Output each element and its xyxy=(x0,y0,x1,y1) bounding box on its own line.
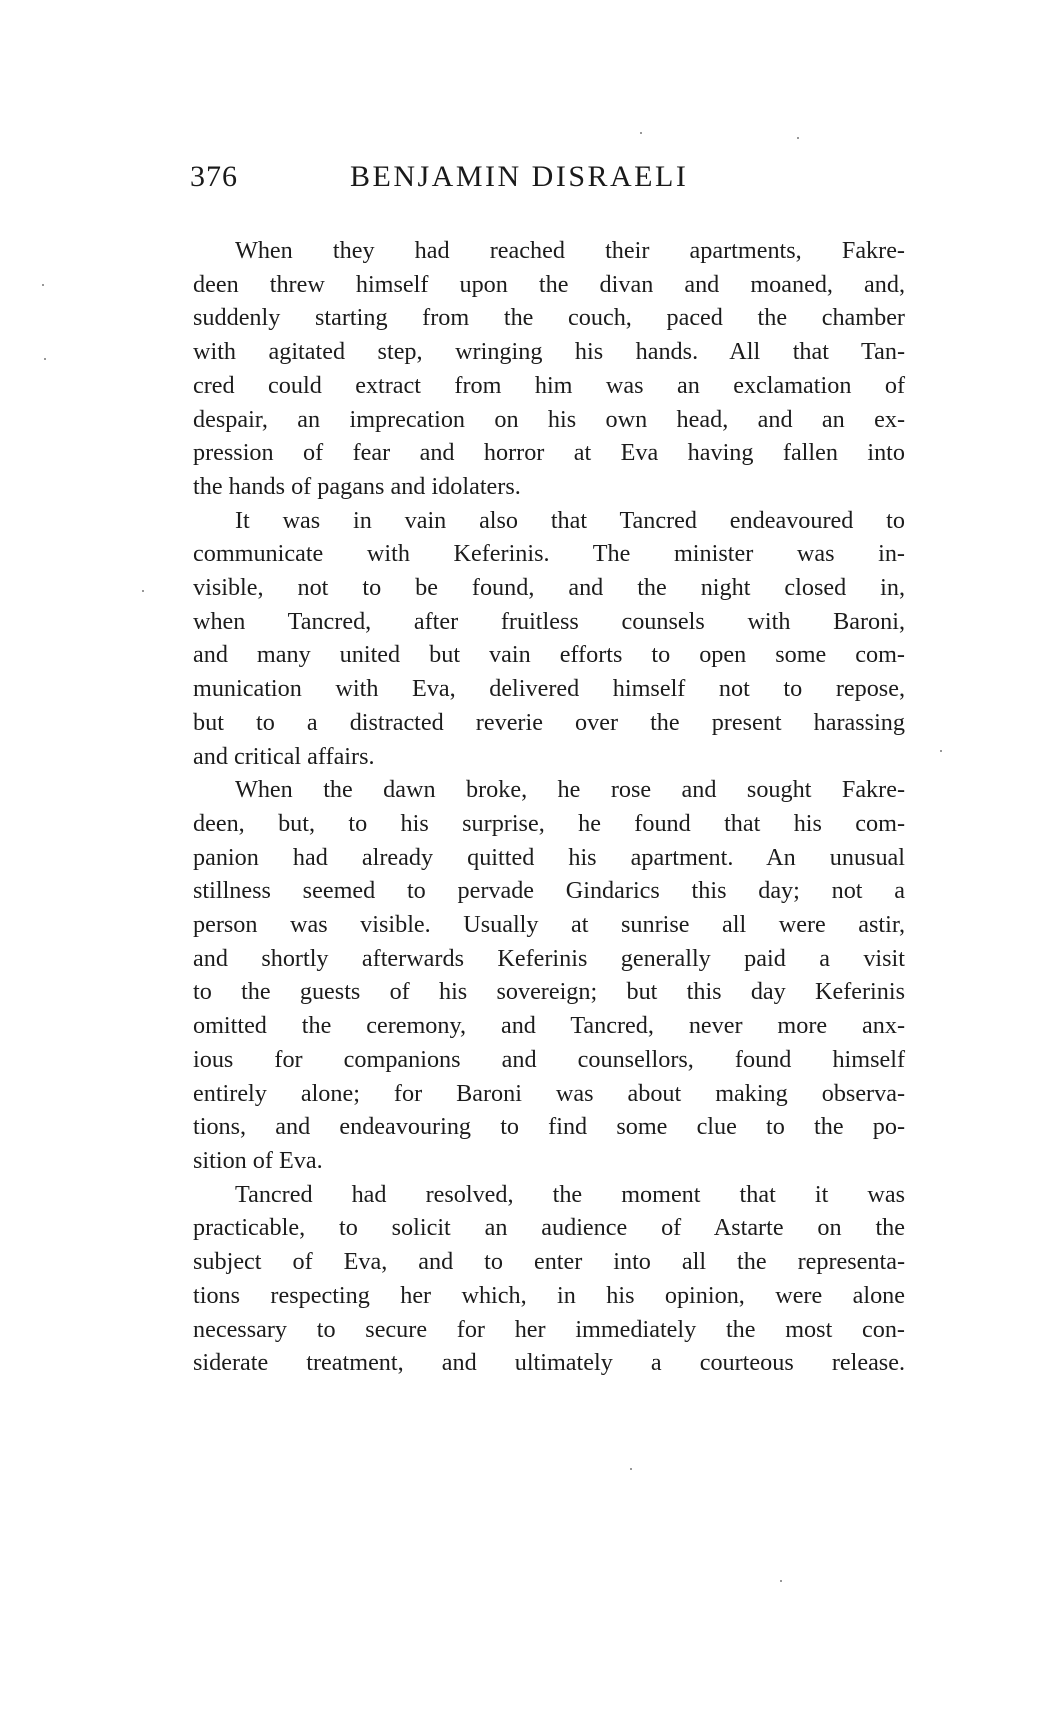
text-line: deen threw himself upon the divan and moaned, and, xyxy=(193,270,905,298)
text-line: omitted the ceremony, and Tancred, never more anx- xyxy=(193,1012,905,1040)
text-line: sition of Eva. xyxy=(193,1146,323,1174)
paragraph-1 xyxy=(193,234,905,504)
text-line: suddenly starting from the couch, paced the chamber xyxy=(193,304,905,332)
scan-speck xyxy=(630,1468,632,1470)
text-line: and critical affairs. xyxy=(193,742,375,770)
text-line: and shortly afterwards Keferinis generally paid a visit xyxy=(193,944,905,972)
text-line: deen, but, to his surprise, he found that his com- xyxy=(193,809,905,837)
scan-speck xyxy=(780,1580,782,1582)
text-line: When they had reached their apartments, Fakre- xyxy=(235,237,905,264)
text-line: and many united but vain efforts to open some com- xyxy=(193,641,905,669)
text-line: the hands of pagans and idolaters. xyxy=(193,472,521,500)
text-line: practicable, to solicit an audience of Astarte on the xyxy=(193,1214,905,1242)
scan-speck xyxy=(44,358,46,360)
text-line: stillness seemed to pervade Gindarics this day; not a xyxy=(193,877,905,905)
text-line: tions, and endeavouring to find some clue to the po- xyxy=(193,1113,905,1141)
text-line: Tancred had resolved, the moment that it was xyxy=(235,1180,905,1208)
page-header xyxy=(190,160,906,208)
text-line: but to a distracted reverie over the present harassing xyxy=(193,708,905,736)
text-line: panion had already quitted his apartment. An unusual xyxy=(193,843,905,871)
text-line: entirely alone; for Baroni was about making observa- xyxy=(193,1079,905,1107)
text-line: when Tancred, after fruitless counsels with Baroni, xyxy=(193,607,905,635)
paragraph-3 xyxy=(193,773,905,1177)
text-line: cred could extract from him was an exclamation of xyxy=(193,371,905,399)
text-line: subject of Eva, and to enter into all the representa- xyxy=(193,1248,905,1276)
text-line: person was visible. Usually at sunrise all were astir, xyxy=(193,911,905,939)
text-line: with agitated step, wringing his hands. All that Tan- xyxy=(193,338,905,366)
paragraph-2 xyxy=(193,504,905,774)
scan-speck xyxy=(940,750,942,752)
text-line: communicate with Keferinis. The minister was in- xyxy=(193,540,905,568)
text-line: When the dawn broke, he rose and sought Fakre- xyxy=(235,776,905,804)
scan-speck xyxy=(797,137,799,139)
text-line: It was in vain also that Tancred endeavoured to xyxy=(235,506,905,534)
scan-speck xyxy=(42,284,44,286)
text-line: siderate treatment, and ultimately a courteous release. xyxy=(193,1349,905,1377)
text-line: visible, not to be found, and the night closed in, xyxy=(193,574,905,602)
text-line: tions respecting her which, in his opinion, were alone xyxy=(193,1281,905,1309)
body-text xyxy=(193,234,905,1380)
text-line: necessary to secure for her immediately the most con- xyxy=(193,1315,905,1343)
text-line: ious for companions and counsellors, found himself xyxy=(193,1045,905,1073)
text-line: to the guests of his sovereign; but this day Keferinis xyxy=(193,978,905,1006)
text-line: despair, an imprecation on his own head, and an ex- xyxy=(193,405,905,433)
scan-speck xyxy=(640,132,642,134)
scan-speck xyxy=(142,590,144,592)
running-head: BENJAMIN DISRAELI xyxy=(350,160,689,193)
text-line: pression of fear and horror at Eva having fallen into xyxy=(193,439,905,467)
paragraph-4 xyxy=(193,1178,905,1380)
text-line: munication with Eva, delivered himself not to repose, xyxy=(193,675,905,703)
page-number: 376 xyxy=(190,160,238,193)
